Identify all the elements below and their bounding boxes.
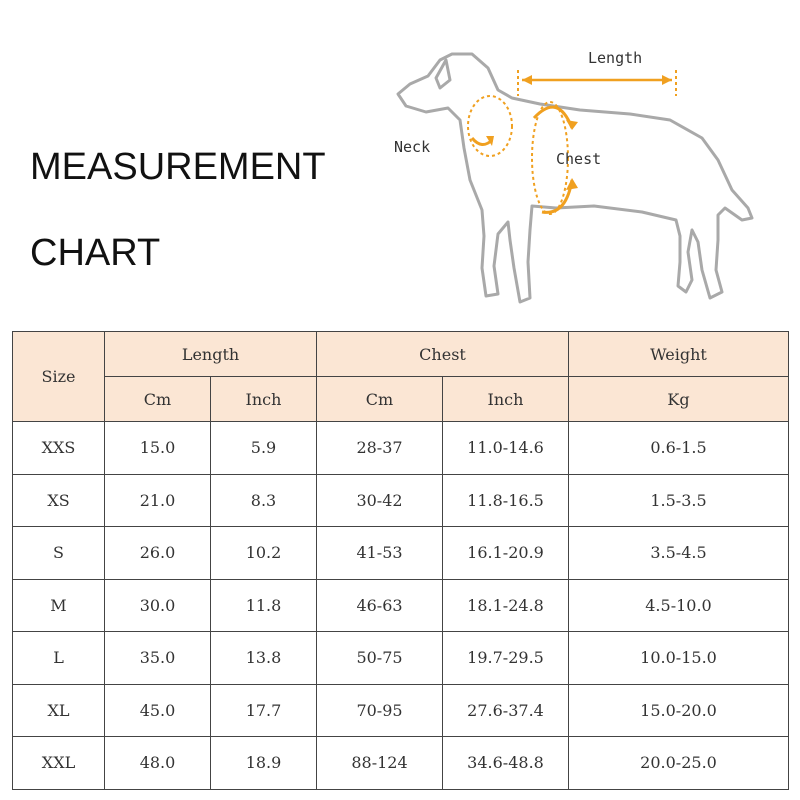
chest-arrow-head-bottom [566,178,578,190]
cell-weight-kg: 0.6-1.5 [569,422,789,475]
cell-chest-inch: 34.6-48.8 [443,737,569,790]
cell-chest-inch: 11.8-16.5 [443,474,569,527]
header-length-cm: Cm [105,377,211,422]
cell-size: XS [13,474,105,527]
chest-arrow-head-top [566,120,578,130]
size-table [12,331,789,790]
cell-length-inch: 5.9 [211,422,317,475]
cell-length-cm: 45.0 [105,684,211,737]
table-row [13,474,789,527]
cell-weight-kg: 4.5-10.0 [569,579,789,632]
cell-chest-cm: 88-124 [317,737,443,790]
neck-measure-loop [468,96,512,156]
cell-weight-kg: 10.0-15.0 [569,632,789,685]
length-label: Length [588,49,643,67]
cell-size: M [13,579,105,632]
length-arrow-head-left [522,75,532,85]
cell-weight-kg: 3.5-4.5 [569,527,789,580]
cell-length-cm: 30.0 [105,579,211,632]
cell-length-cm: 26.0 [105,527,211,580]
table-row [13,684,789,737]
header-size: Size [13,332,105,422]
dog-body-outline [398,54,752,302]
cell-chest-inch: 16.1-20.9 [443,527,569,580]
table-row [13,737,789,790]
cell-chest-cm: 28-37 [317,422,443,475]
header-weight-kg: Kg [569,377,789,422]
cell-chest-inch: 19.7-29.5 [443,632,569,685]
cell-length-cm: 48.0 [105,737,211,790]
cell-weight-kg: 1.5-3.5 [569,474,789,527]
cell-chest-inch: 18.1-24.8 [443,579,569,632]
cell-size: XXS [13,422,105,475]
cell-weight-kg: 15.0-20.0 [569,684,789,737]
cell-length-inch: 13.8 [211,632,317,685]
page-title: MEASUREMENT [30,146,326,188]
chest-arrow-top [534,107,572,128]
header-chest-inch: Inch [443,377,569,422]
page-subtitle: CHART [30,232,161,274]
length-arrow-head-right [662,75,672,85]
cell-length-inch: 17.7 [211,684,317,737]
table-row [13,422,789,475]
cell-length-inch: 8.3 [211,474,317,527]
cell-chest-cm: 50-75 [317,632,443,685]
header-length: Length [105,332,317,377]
cell-chest-cm: 30-42 [317,474,443,527]
cell-length-inch: 18.9 [211,737,317,790]
cell-chest-cm: 46-63 [317,579,443,632]
cell-size: L [13,632,105,685]
header-chest-cm: Cm [317,377,443,422]
cell-chest-inch: 27.6-37.4 [443,684,569,737]
cell-chest-cm: 41-53 [317,527,443,580]
header-chest: Chest [317,332,569,377]
chest-label: Chest [556,150,602,168]
cell-size: XXL [13,737,105,790]
cell-length-cm: 15.0 [105,422,211,475]
cell-length-cm: 35.0 [105,632,211,685]
cell-length-cm: 21.0 [105,474,211,527]
cell-size: XL [13,684,105,737]
neck-label: Neck [394,138,431,156]
cell-weight-kg: 20.0-25.0 [569,737,789,790]
cell-length-inch: 11.8 [211,579,317,632]
dog-outline-icon [380,30,790,330]
cell-length-inch: 10.2 [211,527,317,580]
table-row [13,632,789,685]
cell-chest-inch: 11.0-14.6 [443,422,569,475]
header-length-inch: Inch [211,377,317,422]
header-weight: Weight [569,332,789,377]
table-row [13,579,789,632]
table-row [13,527,789,580]
cell-chest-cm: 70-95 [317,684,443,737]
table-header-row [13,332,789,377]
cell-size: S [13,527,105,580]
table-subheader-row [13,377,789,422]
